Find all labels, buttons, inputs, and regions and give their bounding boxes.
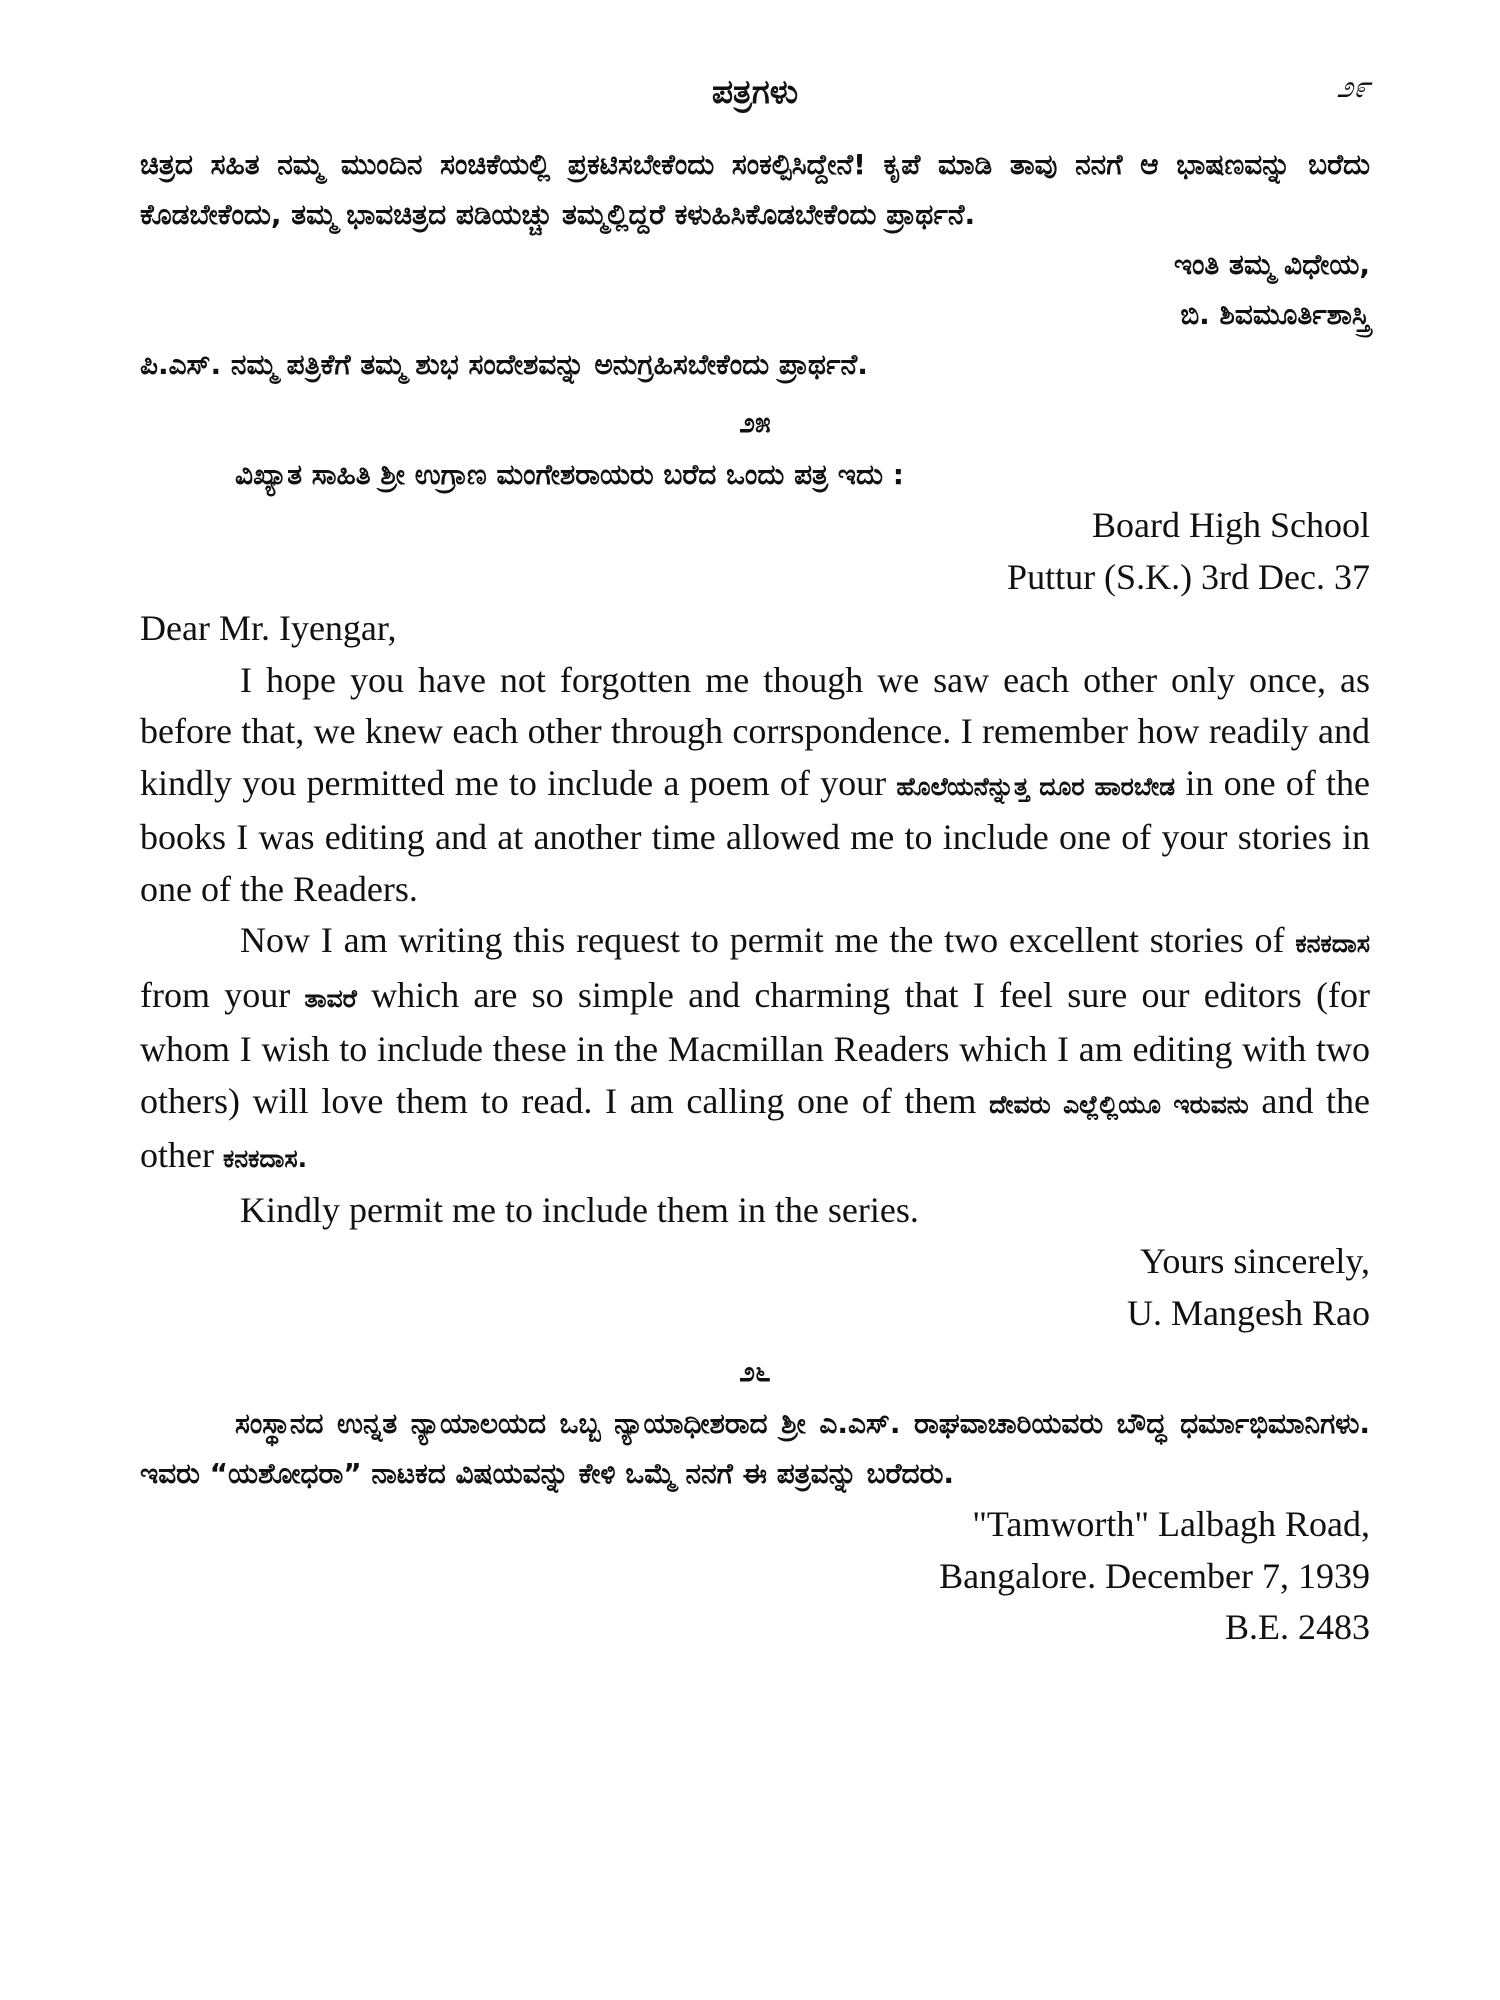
p1-text-a: I hope you have not forgotten me though we saw each other only once, as before that, we knew each other through corrspondence. I remember how readily and kindly you permitted me to include a poem of your — [140, 659, 1370, 803]
p2-text-d: and the other — [140, 1080, 1370, 1175]
letter-15-signature: U. Mangesh Rao — [1127, 1292, 1370, 1333]
letter-16-paragraph: ಸಂಸ್ಥಾನದ ಉನ್ನತ ನ್ಯಾಯಾಲಯದ ಒಬ್ಬ ನ್ಯಾಯಾಧೀಶರಾದ ಶ್ರೀ ಎ.ಎಸ್. ರಾಘವಾಚಾರಿಯವರು ಬೌದ್ಧ ಧರ್ಮಾಭಿಮಾನಿಗಳು. ಇವರು “ಯಶೋಧರಾ” ನಾಟಕದ ವಿಷಯವನ್ನು ಕೇಳಿ ಒಮ್ಮೆ ನನಗೆ ಈ ಪತ್ರವನ್ನು ಬರೆದರು. — [140, 1407, 1370, 1490]
kanakadasa-kannada: ಕನಕದಾಸ — [1295, 929, 1370, 958]
letter-16-address-line3: B.E. 2483 — [1224, 1607, 1370, 1647]
p1-text-b: in one of the books I was editing and at another time allowed me to include one of your stories in one of the Readers. — [140, 762, 1371, 909]
letter-15-address-line1: Board High School — [1092, 505, 1370, 545]
letter-15-paragraph-2 — [140, 915, 1370, 1185]
previous-letter-paragraph: ಚಿತ್ರದ ಸಹಿತ ನಮ್ಮ ಮುಂದಿನ ಸಂಚಿಕೆಯಲ್ಲಿ ಪ್ರಕಟಿಸಬೇಕೆಂದು ಸಂಕಲ್ಪಿಸಿದ್ದೇನೆ! ಕೃಪೆ ಮಾಡಿ ತಾವು ನನಗೆ ಆ ಭಾಷಣವನ್ನು ಬರೆದು ಕೊಡಬೇಕೆಂದು, ತಮ್ಮ ಭಾವಚಿತ್ರದ ಪಡಿಯಚ್ಚು ತಮ್ಮಲ್ಲಿದ್ದರೆ ಕಳುಹಿಸಿಕೊಡಬೇಕೆಂದು ಪ್ರಾರ್ಥನೆ. — [140, 148, 1370, 231]
previous-letter-closing: ಇಂತಿ ತಮ್ಮ ವಿಧೇಯ, — [1173, 248, 1370, 281]
page-number: ೨೯ — [1336, 70, 1370, 105]
previous-letter-postscript: ಪಿ.ಎಸ್. ನಮ್ಮ ಪತ್ರಿಕೆಗೆ ತಮ್ಮ ಶುಭ ಸಂದೇಶವನ್ನು ಅನುಗ್ರಹಿಸಬೇಕೆಂದು ಪ್ರಾರ್ಥನೆ. — [140, 348, 868, 381]
previous-letter-signature: ಬಿ. ಶಿವಮೂರ್ತಿಶಾಸ್ತ್ರಿ — [1180, 298, 1370, 331]
p2-text-a: Now I am writing this request to permit me the two excellent stories of — [240, 920, 1285, 960]
story-title-kannada: ದೇವರು ಎಲ್ಲೆಲ್ಲಿಯೂ ಇರುವನು — [989, 1089, 1249, 1119]
letter-15-intro: ವಿಖ್ಯಾತ ಸಾಹಿತಿ ಶ್ರೀ ಉಗ್ರಾಣ ಮಂಗೇಶರಾಯರು ಬರೆದ ಒಂದು ಪತ್ರ ಇದು : — [235, 458, 904, 491]
letter-15-closing: Yours sincerely, — [1140, 1241, 1370, 1281]
tavare-kannada: ತಾವರೆ — [304, 983, 357, 1013]
p2-text-b: from your — [140, 974, 291, 1015]
page-header — [140, 70, 1370, 140]
letter-number-16: ೨೬ — [739, 1355, 771, 1388]
letter-15-address-line2: Puttur (S.K.) 3rd Dec. 37 — [1007, 556, 1370, 597]
letter-number-15: ೨೫ — [739, 406, 771, 439]
kanakadasa-kannada-2: ಕನಕದಾಸ. — [222, 1144, 308, 1173]
letter-15-paragraph-3: Kindly permit me to include them in the series. — [240, 1189, 919, 1230]
letter-16-address-line1: "Tamworth" Lalbagh Road, — [972, 1504, 1370, 1544]
poem-title-kannada: ಹೊಲೆಯನೆನ್ನುತ್ತ ದೂರ ಹಾರಬೇಡ — [896, 771, 1176, 801]
letter-16-address-line2: Bangalore. December 7, 1939 — [939, 1555, 1370, 1596]
letter-15-salutation: Dear Mr. Iyengar, — [140, 608, 397, 648]
p2-text-c: which are so simple and charming that I feel sure our editors (for whom I wish to include these in the Macmillan Readers which I am editing with two others) will love them to read. I am calling one of them — [140, 974, 1370, 1121]
running-title: ಪತ್ರಗಳು — [711, 72, 799, 111]
letter-15-paragraph-1 — [140, 655, 1370, 916]
